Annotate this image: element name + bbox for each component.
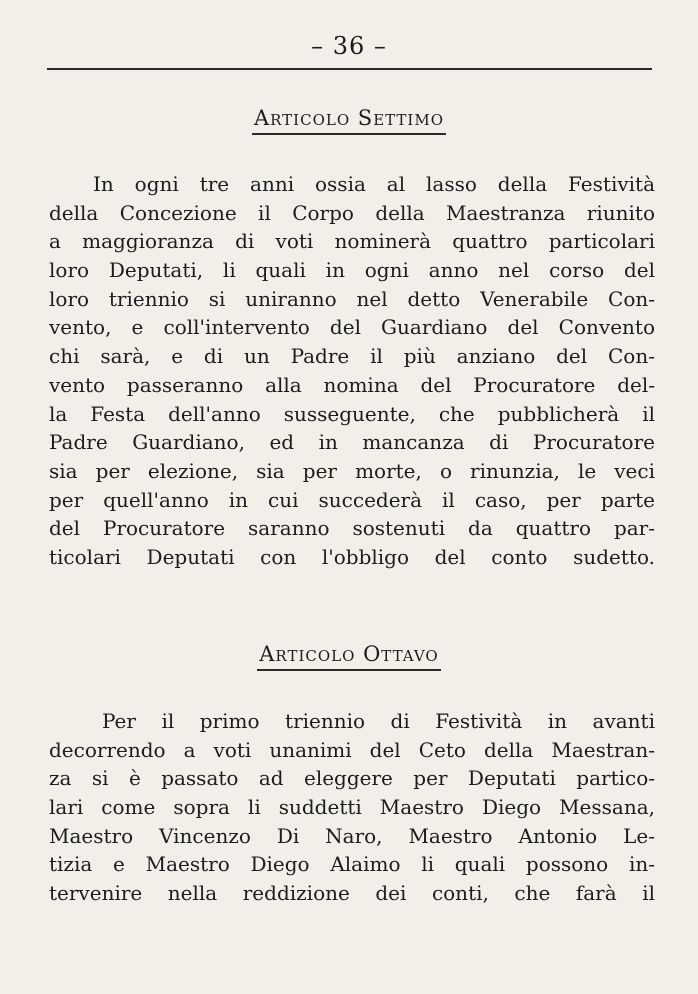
article-settimo-paragraph	[49, 170, 655, 572]
text-line: loro triennio si uniranno nel detto Venerabile Con-	[49, 286, 655, 311]
text-line: chi sarà, e di un Padre il più anziano del Con-	[49, 344, 655, 369]
text-line: Maestro Vincenzo Di Naro, Maestro Antonio Le-	[49, 823, 655, 848]
article-ottavo-paragraph	[49, 707, 655, 908]
text-line: lari come sopra li suddetti Maestro Diego Messana,	[49, 795, 655, 820]
header-rule	[47, 68, 652, 70]
text-line: a maggioranza di voti nominerà quattro particolari	[49, 229, 655, 254]
text-line: ticolari Deputati con l'obbligo del conto sudetto.	[49, 544, 655, 569]
text-line: sia per elezione, sia per morte, o rinunzia, le veci	[49, 458, 655, 483]
text-line: vento, e coll'intervento del Guardiano del Convento	[49, 315, 655, 340]
page-number: – 36 –	[311, 32, 387, 60]
text-line: la Festa dell'anno susseguente, che pubblicherà il	[49, 401, 655, 426]
text-line: vento passeranno alla nomina del Procuratore del-	[49, 372, 655, 397]
text-line: decorrendo a voti unanimi del Ceto della Maestran-	[49, 737, 655, 762]
text-line: In ogni tre anni ossia al lasso della Festività	[93, 172, 655, 196]
text-line: loro Deputati, li quali in ogni anno nel corso del	[49, 258, 655, 283]
article-heading-settimo	[0, 106, 698, 135]
text-line: Per il primo triennio di Festività in avanti	[102, 709, 655, 733]
text-line: tizia e Maestro Diego Alaimo li quali possono in-	[49, 852, 655, 877]
text-line: del Procuratore saranno sostenuti da quattro par-	[49, 516, 655, 541]
text-line: per quell'anno in cui succederà il caso, per parte	[49, 487, 655, 512]
text-line: della Concezione il Corpo della Maestranza riunito	[49, 200, 655, 225]
article-heading-ottavo	[0, 642, 698, 671]
article-heading-text: Articolo Settimo	[252, 106, 446, 135]
text-line: tervenire nella reddizione dei conti, che farà il	[49, 881, 655, 906]
article-heading-text: Articolo Ottavo	[257, 642, 440, 671]
text-line: za si è passato ad eleggere per Deputati partico-	[49, 766, 655, 791]
text-line: Padre Guardiano, ed in mancanza di Procuratore	[49, 430, 655, 455]
